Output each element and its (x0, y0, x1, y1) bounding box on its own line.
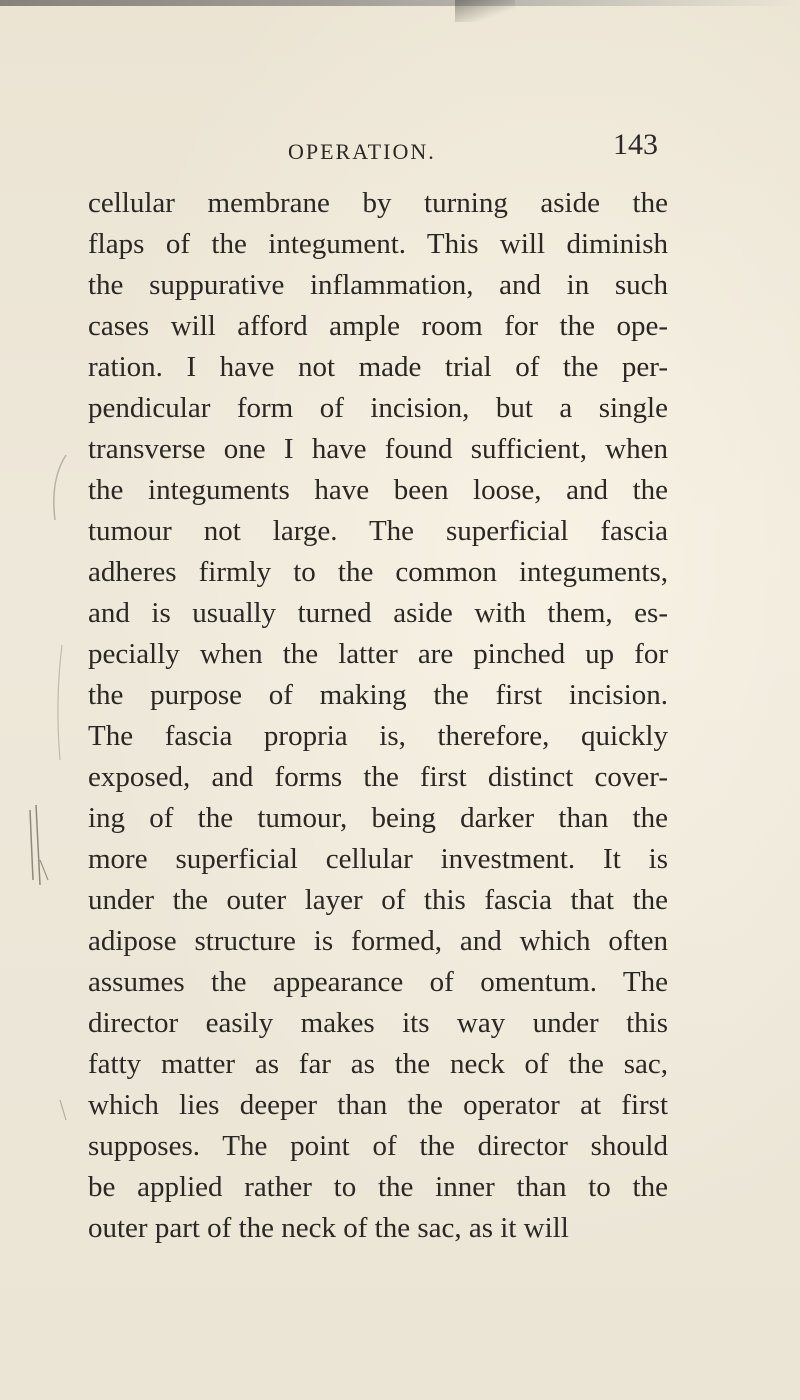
body-paragraph (88, 183, 668, 1249)
text-line: pecially when the latter are pinched up for (88, 638, 668, 670)
text-line: supposes. The point of the director should (88, 1130, 668, 1162)
bleed-through-marks (0, 0, 80, 1400)
running-head (0, 0, 800, 170)
page-number: 143 (613, 128, 658, 161)
text-line: cellular membrane by turning aside the (88, 187, 668, 219)
text-line: adipose structure is formed, and which often (88, 925, 668, 957)
text-line: which lies deeper than the operator at first (88, 1089, 668, 1121)
text-line: exposed, and forms the first distinct cover- (88, 761, 668, 793)
text-line: the suppurative inflammation, and in such (88, 269, 668, 301)
text-line: and is usually turned aside with them, es- (88, 597, 668, 629)
text-line: pendicular form of incision, but a single (88, 392, 668, 424)
text-line: ration. I have not made trial of the per- (88, 351, 668, 383)
text-line: flaps of the integument. This will diminish (88, 228, 668, 260)
text-line: director easily makes its way under this (88, 1007, 668, 1039)
text-line: more superficial cellular investment. It is (88, 843, 668, 875)
text-line: be applied rather to the inner than to the (88, 1171, 668, 1203)
text-line: outer part of the neck of the sac, as it will (88, 1212, 569, 1244)
page-header-title: OPERATION. (288, 139, 436, 164)
text-line: fatty matter as far as the neck of the sac, (88, 1048, 668, 1080)
text-line: tumour not large. The superficial fascia (88, 515, 668, 547)
text-line: transverse one I have found sufficient, when (88, 433, 668, 465)
text-line: under the outer layer of this fascia that the (88, 884, 668, 916)
text-line: adheres firmly to the common integuments, (88, 556, 668, 588)
text-line: cases will afford ample room for the ope- (88, 310, 668, 342)
text-line: The fascia propria is, therefore, quickly (88, 720, 668, 752)
text-line: ing of the tumour, being darker than the (88, 802, 668, 834)
text-line: assumes the appearance of omentum. The (88, 966, 668, 998)
text-line: the integuments have been loose, and the (88, 474, 668, 506)
text-line: the purpose of making the first incision. (88, 679, 668, 711)
